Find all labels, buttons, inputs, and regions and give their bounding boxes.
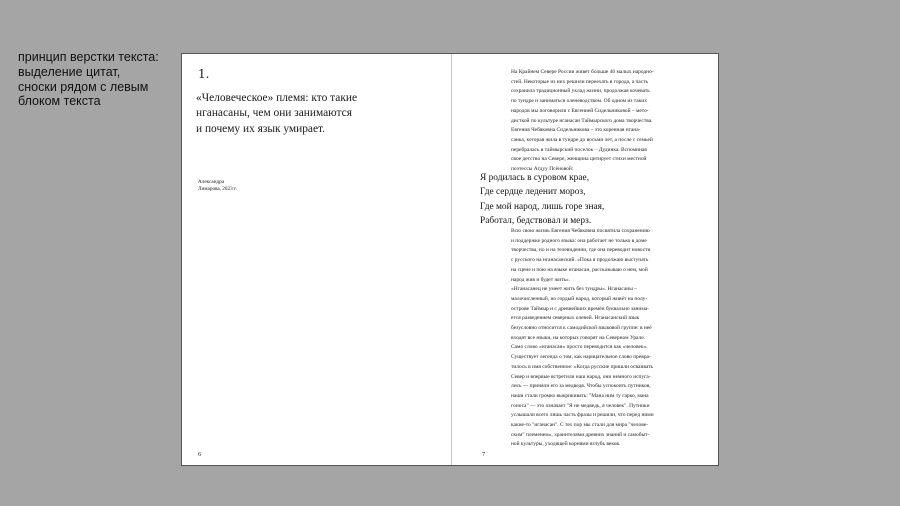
heading-line: «Человеческое» племя: кто такие: [196, 92, 358, 104]
text-line: тилось в имя собственное: «Когда русские пришли осваивать: [511, 363, 653, 370]
text-line: дисткой по культуре нганасан Таймырского дома творчества.: [511, 117, 653, 124]
intro-text: [511, 68, 721, 175]
text-line: санка, которая жила в тундре до восьми лет, а после с семьей: [511, 136, 653, 143]
text-line: Всю свою жизнь Евгения Чебяковна посвятила сохранению: [511, 228, 650, 234]
quote-line: Где сердце леденит мороз,: [480, 187, 586, 198]
quote-line: Работал, бедствовал и мерз.: [480, 215, 592, 226]
layout-note-line: сноски рядом с левым: [18, 79, 149, 94]
heading-line: нганасаны, чем они занимаются: [196, 107, 352, 120]
author-line: Александра: [198, 179, 225, 185]
author-credit: [198, 179, 237, 193]
author-line: Лимарова, 2023 г.: [198, 186, 237, 192]
text-line: с русского на нганасанский. «Пока я продолжаю выступать: [511, 257, 649, 264]
chapter-number: 1.: [198, 67, 210, 81]
text-line: народ жив и будет жить».: [511, 276, 571, 283]
text-line: народов мы поговорили с Евгенией Сидельниковой – мето-: [511, 107, 649, 114]
text-line: на сцене и пою на языке нганасан, рассказываю о нем, мой: [511, 266, 648, 273]
text-line: гоноса" — это означает "Я не медведь, я человек". Путники: [511, 402, 650, 409]
quote-line: Где мой народ, лишь горе зная,: [480, 201, 605, 212]
text-line: ется разведением северных оленей. Нганасанский язык: [511, 315, 640, 322]
text-line: творчества, но и на телевидении, где она переводит новости: [511, 247, 651, 254]
page-number-left: 6: [198, 451, 202, 458]
text-line: безусловно относится к самодийской языковой группе: в неё: [511, 325, 652, 332]
book-spread: [181, 53, 719, 466]
text-line: На Крайнем Севере России живет больше 40 малых народно-: [511, 69, 654, 75]
text-line: малочисленный, но гордый народ, который живёт на полу-: [511, 295, 648, 302]
text-line: Само слово «нганасан» просто переводится как «человек».: [511, 344, 648, 351]
text-line: входят все языки, на которых говорят на Северном Урале.: [511, 334, 646, 341]
layout-note-line: выделение цитат,: [18, 64, 121, 79]
poem-quote: [480, 171, 705, 228]
main-text: [511, 227, 721, 450]
layout-note-line: принцип верстки текста:: [18, 50, 159, 64]
text-line: стей. Некоторые из них решили переехать в города, а часть: [511, 78, 648, 85]
layout-note: [18, 50, 178, 109]
text-line: наши стали громко выкрикивать: "Мана ним ту гарко, мана: [511, 392, 649, 399]
text-line: перебралась в таймырский поселок – Дудинка. Вспоминая: [511, 146, 647, 153]
text-line: услышали всего лишь часть фразы и решили, что перед ними: [511, 412, 654, 419]
text-line: поэтессы Агдуу Псёновой:: [511, 166, 574, 173]
text-line: лись — приняли его за медведя. Чтобы успокоить путников,: [511, 383, 651, 390]
quote-line: Я родилась в суровом крае,: [480, 173, 590, 183]
text-line: Евгения Чебяковна Сидельникова – это коренная нгана-: [511, 127, 641, 134]
text-line: острове Таймыр и с древнейших времён буквально занима-: [511, 305, 649, 312]
left-page: [182, 54, 451, 465]
text-line: сохранила традиционный уклад жизни, продолжая кочевать: [511, 88, 650, 95]
layout-note-line: блоком текста: [18, 94, 101, 109]
right-page: [452, 54, 720, 465]
page-number-right: 7: [482, 451, 486, 458]
text-line: свое детство на Севере, женщина цитирует стихи местной: [511, 156, 647, 163]
text-line: «Нганасанец не умеет жить без тундры». Нганасаны –: [511, 286, 637, 293]
chapter-heading: [196, 91, 446, 137]
text-line: какие-то "нганасан". С тех пор мы стали для мира "челове-: [511, 422, 648, 429]
text-line: ной культуры, уходящей корнями вглубь веков.: [511, 441, 621, 448]
text-line: по тундре и заниматься оленеводством. Об одном из таких: [511, 98, 647, 105]
text-line: Север и впервые встретили наш народ, они немного испуга-: [511, 373, 651, 380]
text-line: и поддержке родного языка: она работает не только в доме: [511, 237, 647, 244]
heading-line: и почему их язык умирает.: [196, 122, 326, 135]
text-line: Существует легенда о том, как нарицательное слово превра-: [511, 354, 651, 361]
text-line: ским" племенем», хранителями древних знаний и самобыт-: [511, 431, 650, 438]
